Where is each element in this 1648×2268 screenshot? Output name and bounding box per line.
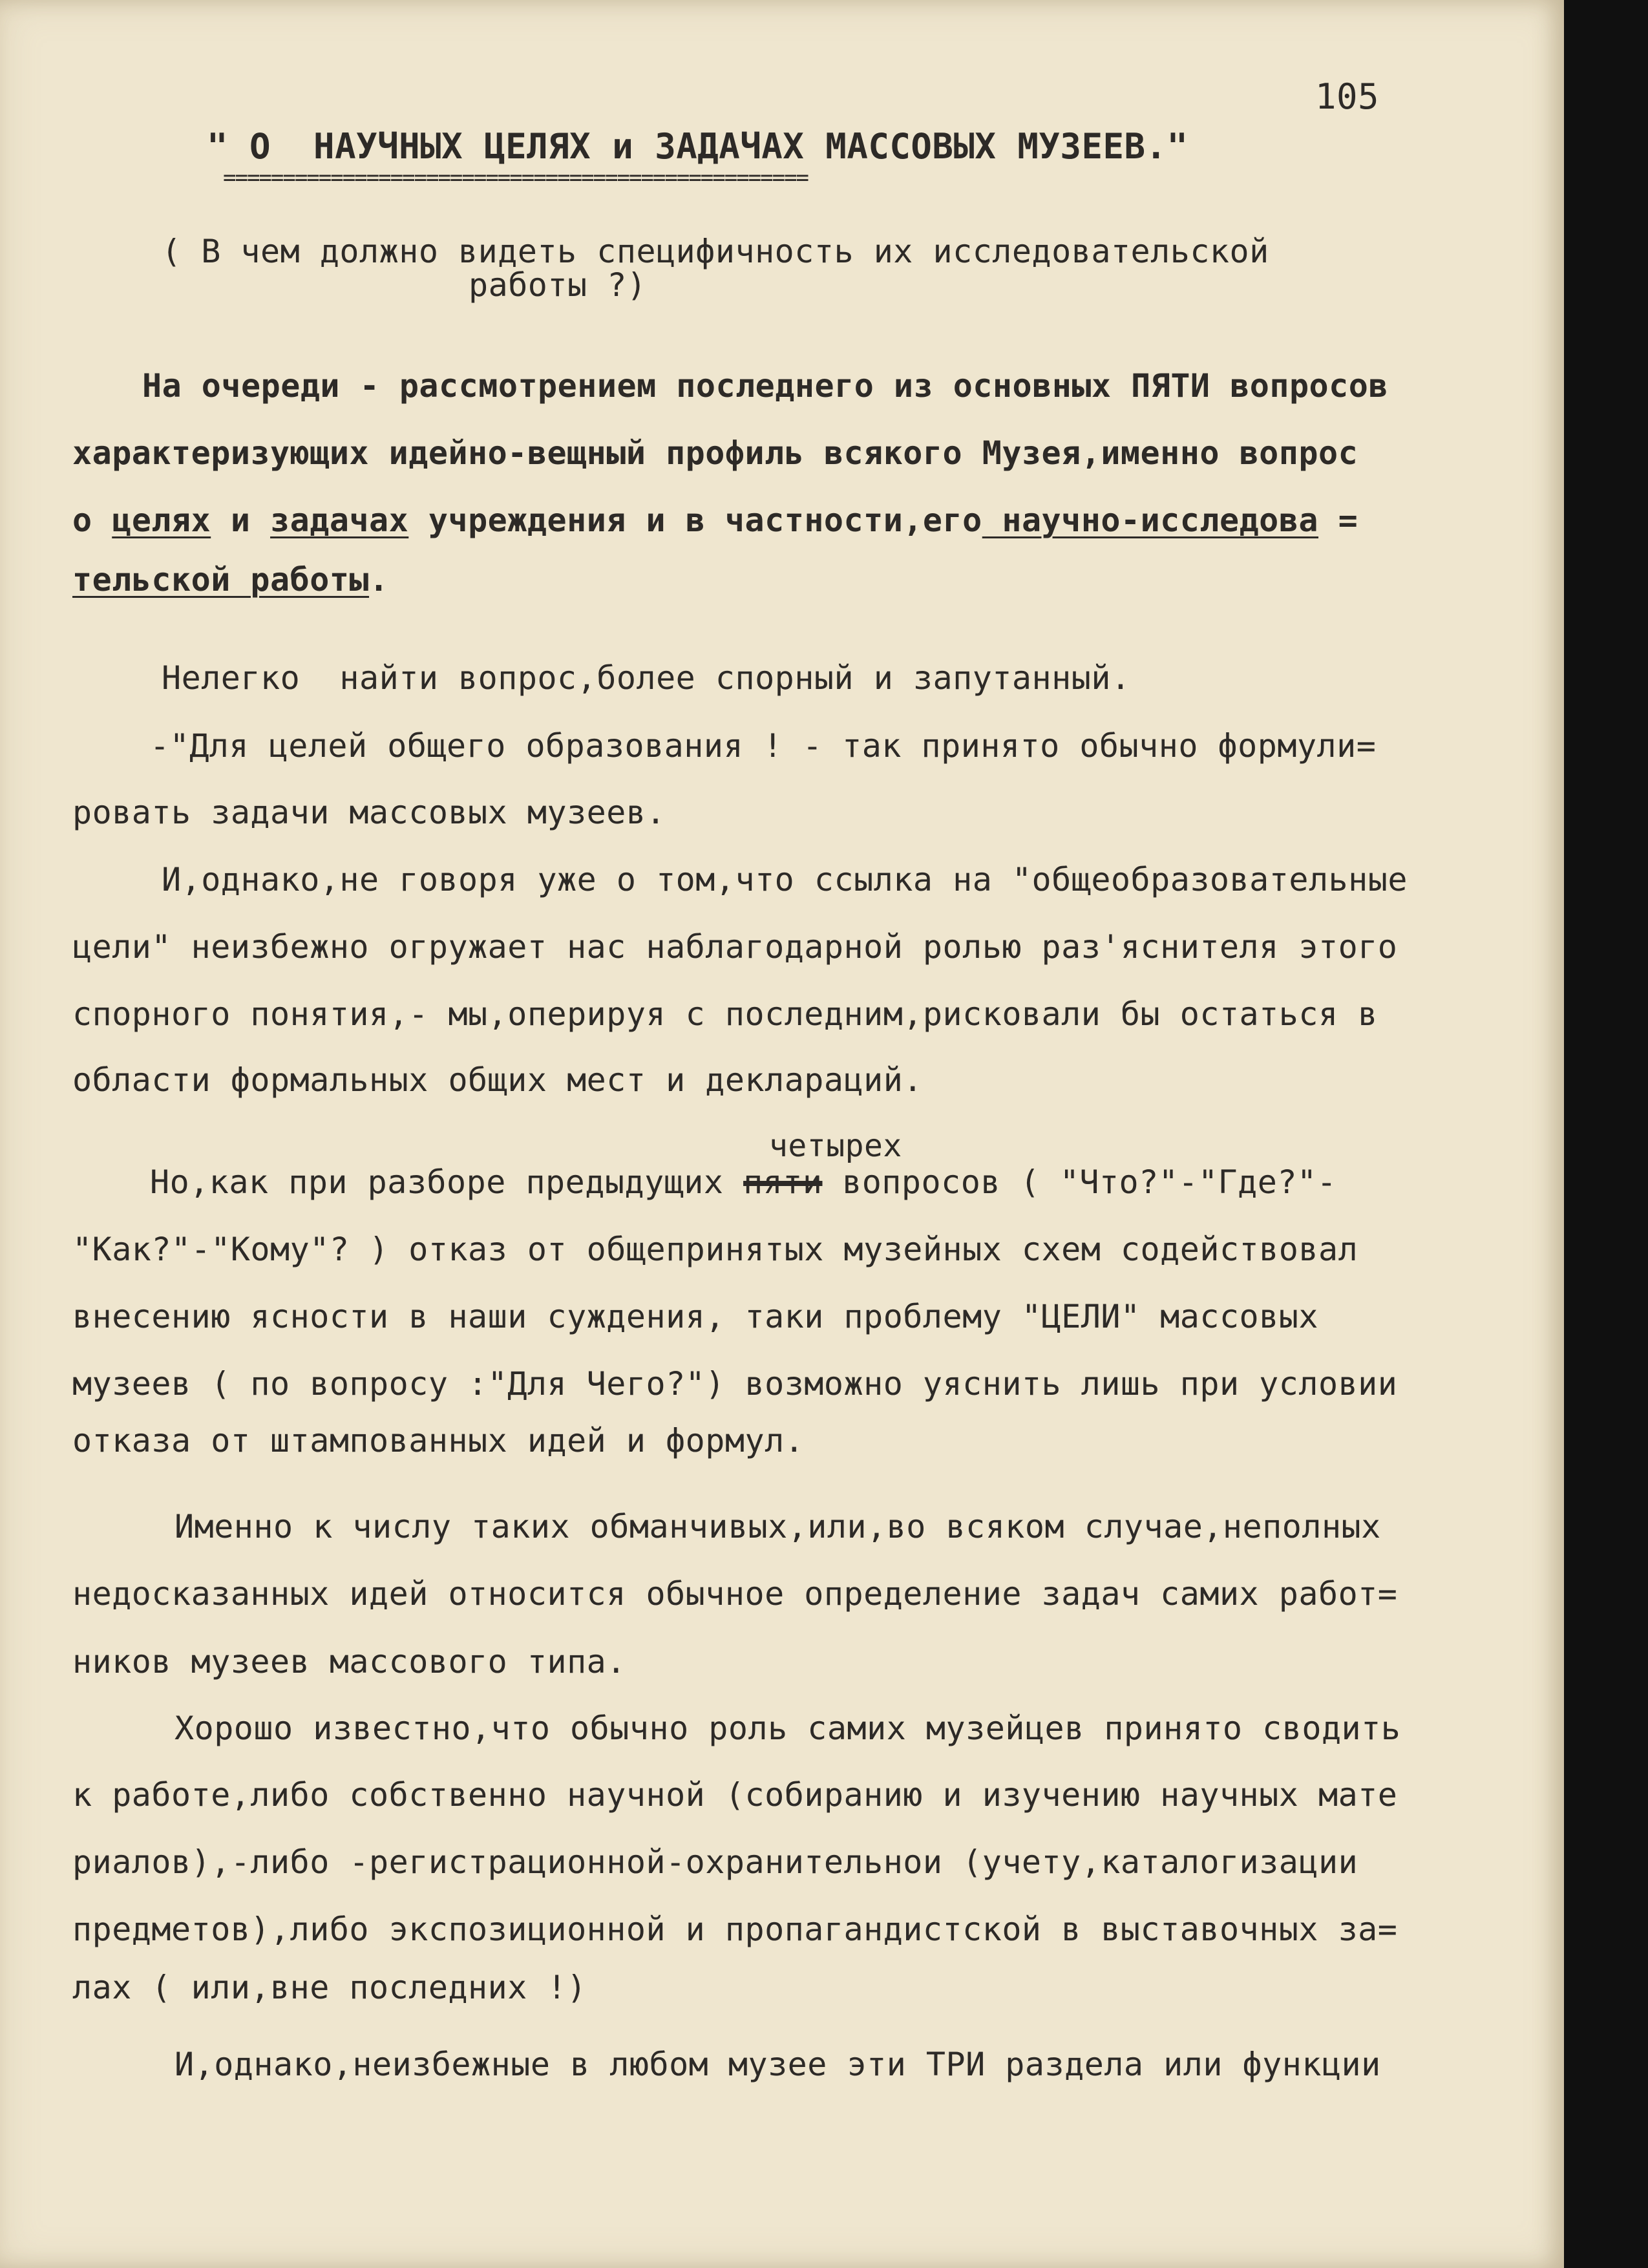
paragraph-7-line-1: И,однако,неизбежные в любом музее эти ТРИ раздела или функции xyxy=(174,2046,1381,2083)
paragraph-4-line-3: внесению ясности в наши суждения, таки проблему "ЦЕЛИ" массовых xyxy=(72,1298,1318,1335)
page-title: " О НАУЧНЫХ ЦЕЛЯХ и ЗАДАЧАХ МАССОВЫХ МУЗЕЕВ." xyxy=(207,126,1188,167)
subtitle-line-2: работы ?) xyxy=(469,266,647,304)
paragraph-1-line-1: На очереди - рассмотрением последнего из основных ПЯТИ вопросов xyxy=(142,367,1388,405)
underlined-work: тельской работы xyxy=(72,561,370,599)
paragraph-3-line-2: цели" неизбежно огружает нас наблагодарной ролью раз'яснителя этого xyxy=(72,928,1398,966)
paragraph-5-line-2: недосказанных идей относится обычное определение задач самих работ= xyxy=(72,1575,1398,1613)
paragraph-1-line-2: характеризующих идейно-вещный профиль всякого Музея,именно вопрос xyxy=(72,434,1358,472)
paragraph-2-line-1: Нелегко найти вопрос,более спорный и запутанный. xyxy=(162,659,1131,697)
paragraph-4-line-2: "Как?"-"Кому"? ) отказ от общепринятых музейных схем содействовал xyxy=(72,1231,1358,1268)
title-underline: ================================================= xyxy=(223,165,808,191)
paragraph-3-line-3: спорного понятия,- мы,оперируя с последним,рисковали бы остаться в xyxy=(72,995,1378,1033)
underlined-tasks: задачах xyxy=(270,502,409,539)
paragraph-2-line-3: ровать задачи массовых музеев. xyxy=(72,794,666,831)
underlined-goals: целях xyxy=(112,502,211,539)
underlined-research: научно-исследова xyxy=(982,502,1318,539)
paragraph-5-line-1: Именно к числу таких обманчивых,или,во всяком случае,неполных xyxy=(174,1508,1381,1545)
paragraph-1-line-4: тельской работы. xyxy=(72,561,389,599)
paragraph-1-line-3: о целях и задачах учреждения и в частности,его научно-исследова = xyxy=(72,502,1358,539)
paragraph-6-line-2: к работе,либо собственно научной (собиранию и изучению научных мате xyxy=(72,1776,1398,1814)
paragraph-2-line-2: -"Для целей общего образования ! - так принято обычно формули= xyxy=(150,727,1377,765)
struck-word: пяти xyxy=(743,1163,823,1201)
insertion-above-line: четырех xyxy=(769,1128,902,1164)
scan-background-edge xyxy=(1564,0,1648,2268)
paragraph-4-line-4: музеев ( по вопросу :"Для Чего?") возможно уяснить лишь при условии xyxy=(72,1365,1398,1403)
paragraph-6-line-4: предметов),либо экспозиционной и пропагандистской в выставочных за= xyxy=(72,1911,1398,1948)
paragraph-6-line-5: лах ( или,вне последних !) xyxy=(72,1969,587,2006)
subtitle-line-1: ( В чем должно видеть специфичность их исследовательской xyxy=(162,233,1269,270)
paragraph-4-line-5: отказа от штампованных идей и формул. xyxy=(72,1422,805,1459)
paragraph-5-line-3: ников музеев массового типа. xyxy=(72,1643,626,1680)
paragraph-6-line-1: Хорошо известно,что обычно роль самих музейцев принято сводить xyxy=(174,1710,1401,1747)
paragraph-4-line-1: Но,как при разборе предыдущих пяти вопросов ( "Что?"-"Где?"- xyxy=(150,1163,1337,1201)
paragraph-6-line-3: риалов),-либо -регистрационной-охранительнои (учету,каталогизации xyxy=(72,1843,1358,1881)
paragraph-3-line-4: области формальных общих мест и деклараций. xyxy=(72,1061,923,1099)
page-number: 105 xyxy=(1315,76,1380,117)
paragraph-3-line-1: И,однако,не говоря уже о том,что ссылка на "общеобразовательные xyxy=(162,861,1408,898)
